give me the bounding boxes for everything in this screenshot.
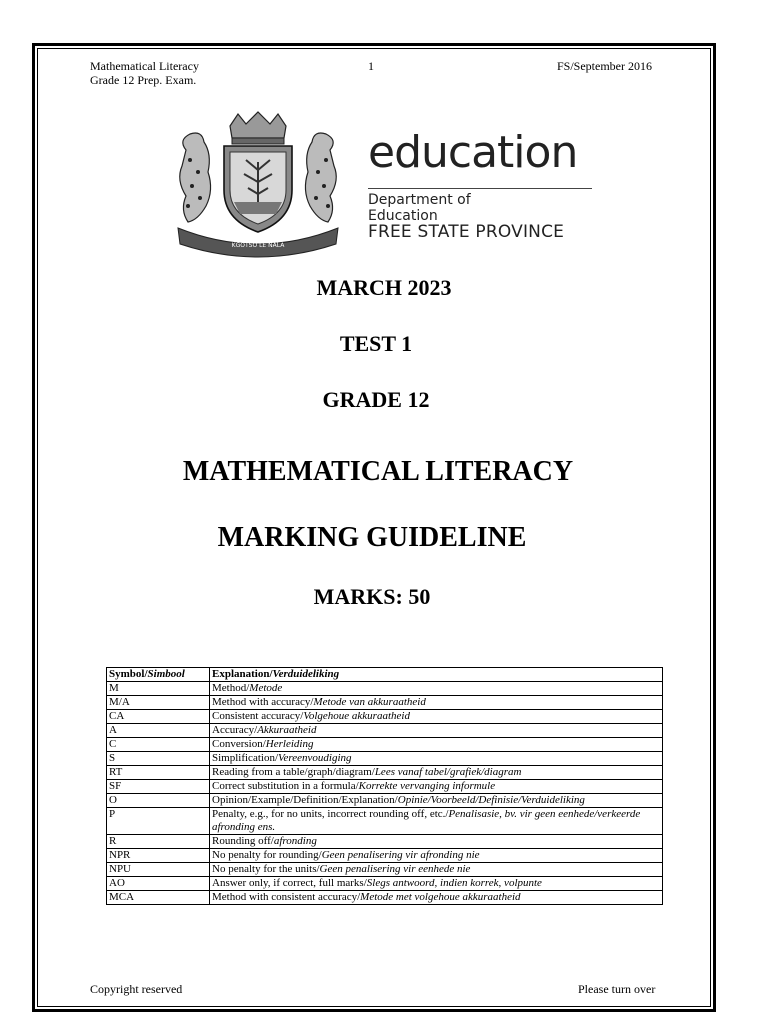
document-title: MARKING GUIDELINE <box>217 522 527 553</box>
explanation-cell: Simplification/Vereenvoudiging <box>210 752 663 766</box>
symbol-cell: AO <box>107 877 210 891</box>
motto-text: KGOTSO LE NALA <box>231 242 285 249</box>
table-row <box>107 780 663 794</box>
symbol-cell: M <box>107 682 210 696</box>
symbol-cell: M/A <box>107 696 210 710</box>
table-row <box>107 835 663 849</box>
column-header-explanation: Explanation/Verduideliking <box>210 668 663 682</box>
test-number: TEST 1 <box>339 331 413 356</box>
explanation-cell: Correct substitution in a formula/Korrekte vervanging informule <box>210 780 663 794</box>
page-number: 1 <box>368 59 374 73</box>
table-row <box>107 724 663 738</box>
header-exam: Grade 12 Prep. Exam. <box>90 73 197 87</box>
footer-copyright: Copyright reserved <box>90 982 183 996</box>
explanation-cell: Opinion/Example/Definition/Explanation/Opinie/Voorbeeld/Definisie/Verduideliking <box>210 794 663 808</box>
symbol-cell: P <box>107 808 210 835</box>
explanation-cell: Answer only, if correct, full marks/Slegs antwoord, indien korrek, volpunte <box>210 877 663 891</box>
explanation-cell: Consistent accuracy/Volgehoue akkuraatheid <box>210 710 663 724</box>
grade-title: GRADE 12 <box>322 387 430 412</box>
coat-of-arms-icon <box>168 110 348 260</box>
symbol-cell: NPU <box>107 863 210 877</box>
symbols-table <box>106 667 663 905</box>
table-row <box>107 710 663 724</box>
symbol-cell: RT <box>107 766 210 780</box>
explanation-cell: Penalty, e.g., for no units, incorrect rounding off, etc./Penalisasie, bv. vir geen eenhede/verkeerde afronding ens. <box>210 808 663 835</box>
logo-wordmark: education <box>368 127 578 178</box>
logo-line-education: Education <box>368 208 438 224</box>
table-row <box>107 849 663 863</box>
table-row <box>107 766 663 780</box>
header-subject: Mathematical Literacy <box>90 59 199 73</box>
explanation-cell: Method/Metode <box>210 682 663 696</box>
header-left <box>90 59 199 87</box>
table-row <box>107 794 663 808</box>
logo-line-province: FREE STATE PROVINCE <box>368 222 565 242</box>
symbol-cell: NPR <box>107 849 210 863</box>
logo-divider <box>368 188 592 189</box>
symbol-cell: C <box>107 738 210 752</box>
table-row <box>107 752 663 766</box>
department-logo <box>168 110 608 260</box>
explanation-cell: No penalty for the units/Geen penalisering vir eenhede nie <box>210 863 663 877</box>
explanation-cell: Accuracy/Akkuraatheid <box>210 724 663 738</box>
table-row <box>107 808 663 835</box>
symbol-cell: CA <box>107 710 210 724</box>
table-row <box>107 738 663 752</box>
explanation-cell: Conversion/Herleiding <box>210 738 663 752</box>
explanation-cell: Method with consistent accuracy/Metode met volgehoue akkuraatheid <box>210 891 663 905</box>
symbol-cell: MCA <box>107 891 210 905</box>
table-row <box>107 891 663 905</box>
explanation-cell: Reading from a table/graph/diagram/Lees vanaf tabel/grafiek/diagram <box>210 766 663 780</box>
symbol-cell: O <box>107 794 210 808</box>
total-marks: MARKS: 50 <box>313 584 431 609</box>
exam-month: MARCH 2023 <box>316 275 452 300</box>
symbol-cell: A <box>107 724 210 738</box>
table-header-row <box>107 668 663 682</box>
symbol-cell: SF <box>107 780 210 794</box>
explanation-cell: Method with accuracy/Metode van akkuraatheid <box>210 696 663 710</box>
symbol-cell: R <box>107 835 210 849</box>
table-row <box>107 696 663 710</box>
symbol-cell: S <box>107 752 210 766</box>
table-row <box>107 682 663 696</box>
explanation-cell: No penalty for rounding/Geen penalisering vir afronding nie <box>210 849 663 863</box>
logo-line-department: Department of <box>368 192 471 208</box>
explanation-cell: Rounding off/afronding <box>210 835 663 849</box>
footer-turn-over: Please turn over <box>578 982 656 996</box>
column-header-symbol: Symbol/Simbool <box>107 668 210 682</box>
table-row <box>107 863 663 877</box>
subject-title: MATHEMATICAL LITERACY <box>182 456 574 487</box>
header-date: FS/September 2016 <box>557 59 652 73</box>
table-row <box>107 877 663 891</box>
